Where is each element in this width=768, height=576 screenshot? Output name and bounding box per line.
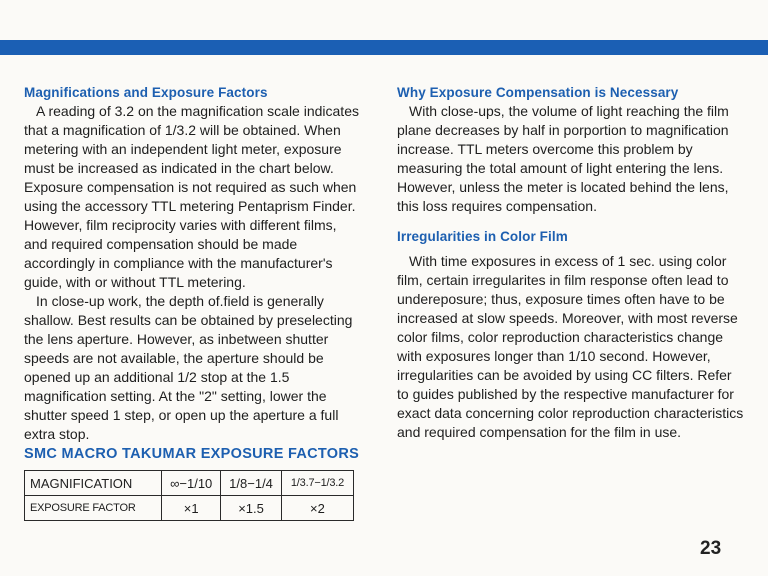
table-cell: ×1 [162,496,221,521]
paragraph-why-compensation: With close-ups, the volume of light reaching the film plane decreases by half in porportion to magnification increase. TTL meters overcome this problem by measuring the total amount of light entering the lens. However, unless the meter is located behind the lens, this loss requires compensation. [397,103,729,214]
row-label-magnification: MAGNIFICATION [25,471,162,496]
paragraph-close-up-work: In close-up work, the depth of.field is generally shallow. Best results can be obtained by preselecting the lens aperture. However, as inbetween shutter speeds are not available, the aperture should be opened up an additional 1/2 stop at the 1.5 magnification setting. At the "2" setting, lower the shutter speed 1 step, or open up the aperture a full extra stop. [24,293,353,442]
table-cell: 1/8−1/4 [221,471,282,496]
table-cell: ×1.5 [221,496,282,521]
table-cell: ∞−1/10 [162,471,221,496]
table-cell: 1/3.7−1/3.2 [281,471,353,496]
paragraph-color-film: With time exposures in excess of 1 sec. using color film, certain irregularites in film response often lead to undereposure; thus, exposure times often have to be increased at slow speeds. Moreover, with most reverse color films, color reproduction characteristics change with exposures longer than 1/10 second. However, irregularities can be avoided by using CC filters. Refer to guides published by the respective manufacturer for exact data concerning color reproduction characteristics and required compensation for the film in use. [397,253,744,440]
section-heading-why-compensation: Why Exposure Compensation is Necessary [397,85,679,100]
table-title: SMC MACRO TAKUMAR EXPOSURE FACTORS [24,446,360,462]
section-heading-magnifications: Magnifications and Exposure Factors [24,85,268,100]
left-column [24,84,362,521]
table-row [25,496,354,521]
exposure-factors-table [24,470,354,521]
header-color-bar [0,40,768,55]
paragraph-magnification-reading: A reading of 3.2 on the magnification scale indicates that a magnification of 1/3.2 will be obtained. When metering with an independent light meter, exposure must be increased as indicated in the chart below. Exposure compensation is not required as such when using the accessory TTL metering Pentaprism Finder. However, film reciprocity varies with different films, and required compensation should be made accordingly in compliance with the manufacturer's guide, with or without TTL metering. [24,103,359,290]
right-column [397,84,747,442]
page-number: 23 [700,538,722,559]
section-heading-color-film: Irregularities in Color Film [397,229,568,244]
table-row [25,471,354,496]
table-cell: ×2 [281,496,353,521]
row-label-exposure-factor: EXPOSURE FACTOR [25,496,162,521]
